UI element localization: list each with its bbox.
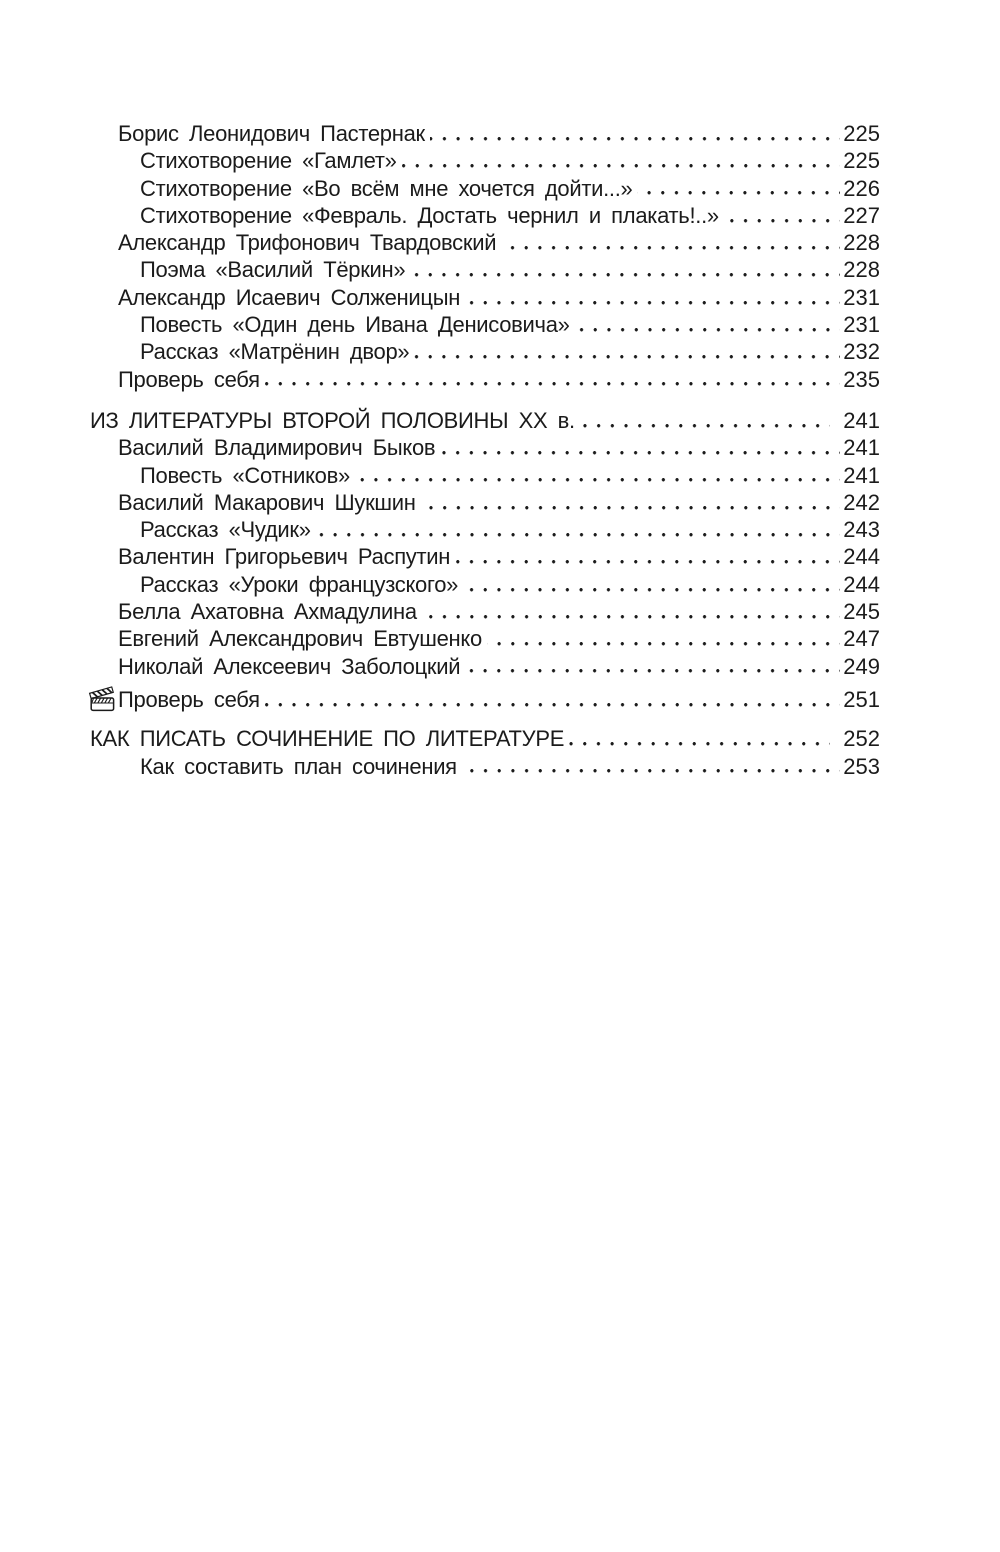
page-number: 244 — [843, 571, 880, 597]
toc-row — [90, 462, 880, 489]
page-number: 226 — [843, 175, 880, 201]
dot-leader — [440, 434, 840, 461]
dot-leader — [455, 543, 840, 570]
toc-row — [90, 202, 880, 229]
toc-row — [90, 686, 880, 713]
toc-row — [90, 543, 880, 570]
toc-entry-title: Рассказ «Уроки французского» — [140, 571, 459, 597]
dot-leader — [414, 338, 840, 365]
dot-leader — [265, 686, 840, 713]
toc-row — [90, 625, 880, 652]
dot-leader — [724, 202, 840, 229]
page-number: 245 — [843, 599, 880, 625]
toc-row — [90, 284, 880, 311]
toc-row — [90, 366, 880, 393]
toc-row — [90, 120, 880, 147]
page-number: 244 — [843, 544, 880, 570]
toc-section-title: КАК ПИСАТЬ СОЧИНЕНИЕ ПО ЛИТЕРАТУРЕ — [90, 726, 565, 752]
toc-row — [90, 338, 880, 365]
page-number: 225 — [843, 121, 880, 146]
page-number: 253 — [843, 753, 880, 779]
page-number: 231 — [843, 312, 880, 338]
toc-entry-title: Повесть «Один день Ивана Денисовича» — [140, 312, 570, 338]
dot-leader — [580, 407, 830, 434]
dot-leader — [402, 147, 840, 174]
dot-leader — [501, 229, 840, 256]
toc-entry-title: Проверь себя — [118, 366, 260, 392]
toc-entry-title: Василий Макарович Шукшин — [118, 489, 416, 515]
table-of-contents — [90, 120, 880, 780]
toc-row — [90, 147, 880, 174]
page-number: 231 — [843, 284, 880, 310]
clapperboard-icon — [88, 683, 117, 713]
page-number: 227 — [843, 202, 880, 228]
toc-row — [90, 753, 880, 780]
toc-entry-title: Повесть «Сотников» — [140, 462, 350, 488]
dot-leader — [463, 571, 840, 598]
toc-entry-title: Борис Леонидович Пастернак — [118, 121, 425, 146]
toc-row — [90, 256, 880, 283]
toc-entry-title: Стихотворение «Февраль. Достать чернил и плакать!..» — [140, 202, 719, 228]
toc-row — [90, 229, 880, 256]
page-number: 251 — [843, 686, 880, 712]
toc-entry-title: Стихотворение «Гамлет» — [140, 148, 397, 174]
dot-leader — [487, 625, 840, 652]
toc-row — [90, 516, 880, 543]
page-number: 235 — [843, 366, 880, 392]
toc-row — [90, 489, 880, 516]
page-number: 228 — [843, 230, 880, 256]
toc-section-title: ИЗ ЛИТЕРАТУРЫ ВТОРОЙ ПОЛОВИНЫ XX в. — [90, 407, 575, 433]
dot-leader — [265, 366, 840, 393]
toc-entry-title: Николай Алексеевич Заболоцкий — [118, 653, 461, 679]
toc-entry-title: Как составить план сочинения — [140, 753, 457, 779]
toc-entry-title: Валентин Григорьевич Распутин — [118, 544, 451, 570]
toc-entry-title: Рассказ «Матрёнин двор» — [140, 339, 410, 365]
page-number: 243 — [843, 517, 880, 543]
toc-entry-title: Василий Владимирович Быков — [118, 435, 436, 461]
toc-entry-title: Проверь себя — [118, 686, 260, 712]
toc-section-header-row — [90, 407, 880, 434]
dot-leader — [422, 598, 840, 625]
toc-row — [90, 434, 880, 461]
page-number: 228 — [843, 257, 880, 283]
toc-row — [90, 311, 880, 338]
toc-section-header-row — [90, 725, 880, 752]
dot-leader — [569, 725, 830, 752]
dot-leader — [355, 462, 840, 489]
toc-row — [90, 653, 880, 680]
dot-leader — [410, 256, 840, 283]
dot-leader — [465, 653, 840, 680]
toc-row — [90, 598, 880, 625]
toc-entry-title: Белла Ахатовна Ахмадулина — [118, 599, 417, 625]
page-number: 225 — [843, 148, 880, 174]
toc-entry-title: Стихотворение «Во всём мне хочется дойти...» — [140, 175, 633, 201]
page-number: 232 — [843, 339, 880, 365]
dot-leader — [430, 120, 840, 147]
page-number: 241 — [843, 462, 880, 488]
toc-row — [90, 571, 880, 598]
toc-entry-title: Александр Исаевич Солженицын — [118, 284, 461, 310]
dot-leader — [575, 311, 840, 338]
dot-leader — [316, 516, 840, 543]
toc-entry-title: Рассказ «Чудик» — [140, 517, 311, 543]
page-number: 249 — [843, 653, 880, 679]
page-number: 247 — [843, 626, 880, 652]
dot-leader — [462, 753, 840, 780]
dot-leader — [421, 489, 840, 516]
page-number: 252 — [843, 726, 880, 752]
dot-leader — [637, 175, 840, 202]
toc-row — [90, 175, 880, 202]
toc-entry-title: Поэма «Василий Тёркин» — [140, 257, 406, 283]
page-number: 241 — [843, 407, 880, 433]
toc-entry-title: Александр Трифонович Твардовский — [118, 230, 497, 256]
toc-entry-title: Евгений Александрович Евтушенко — [118, 626, 482, 652]
page-number: 241 — [843, 435, 880, 461]
dot-leader — [465, 284, 840, 311]
page-number: 242 — [843, 489, 880, 515]
